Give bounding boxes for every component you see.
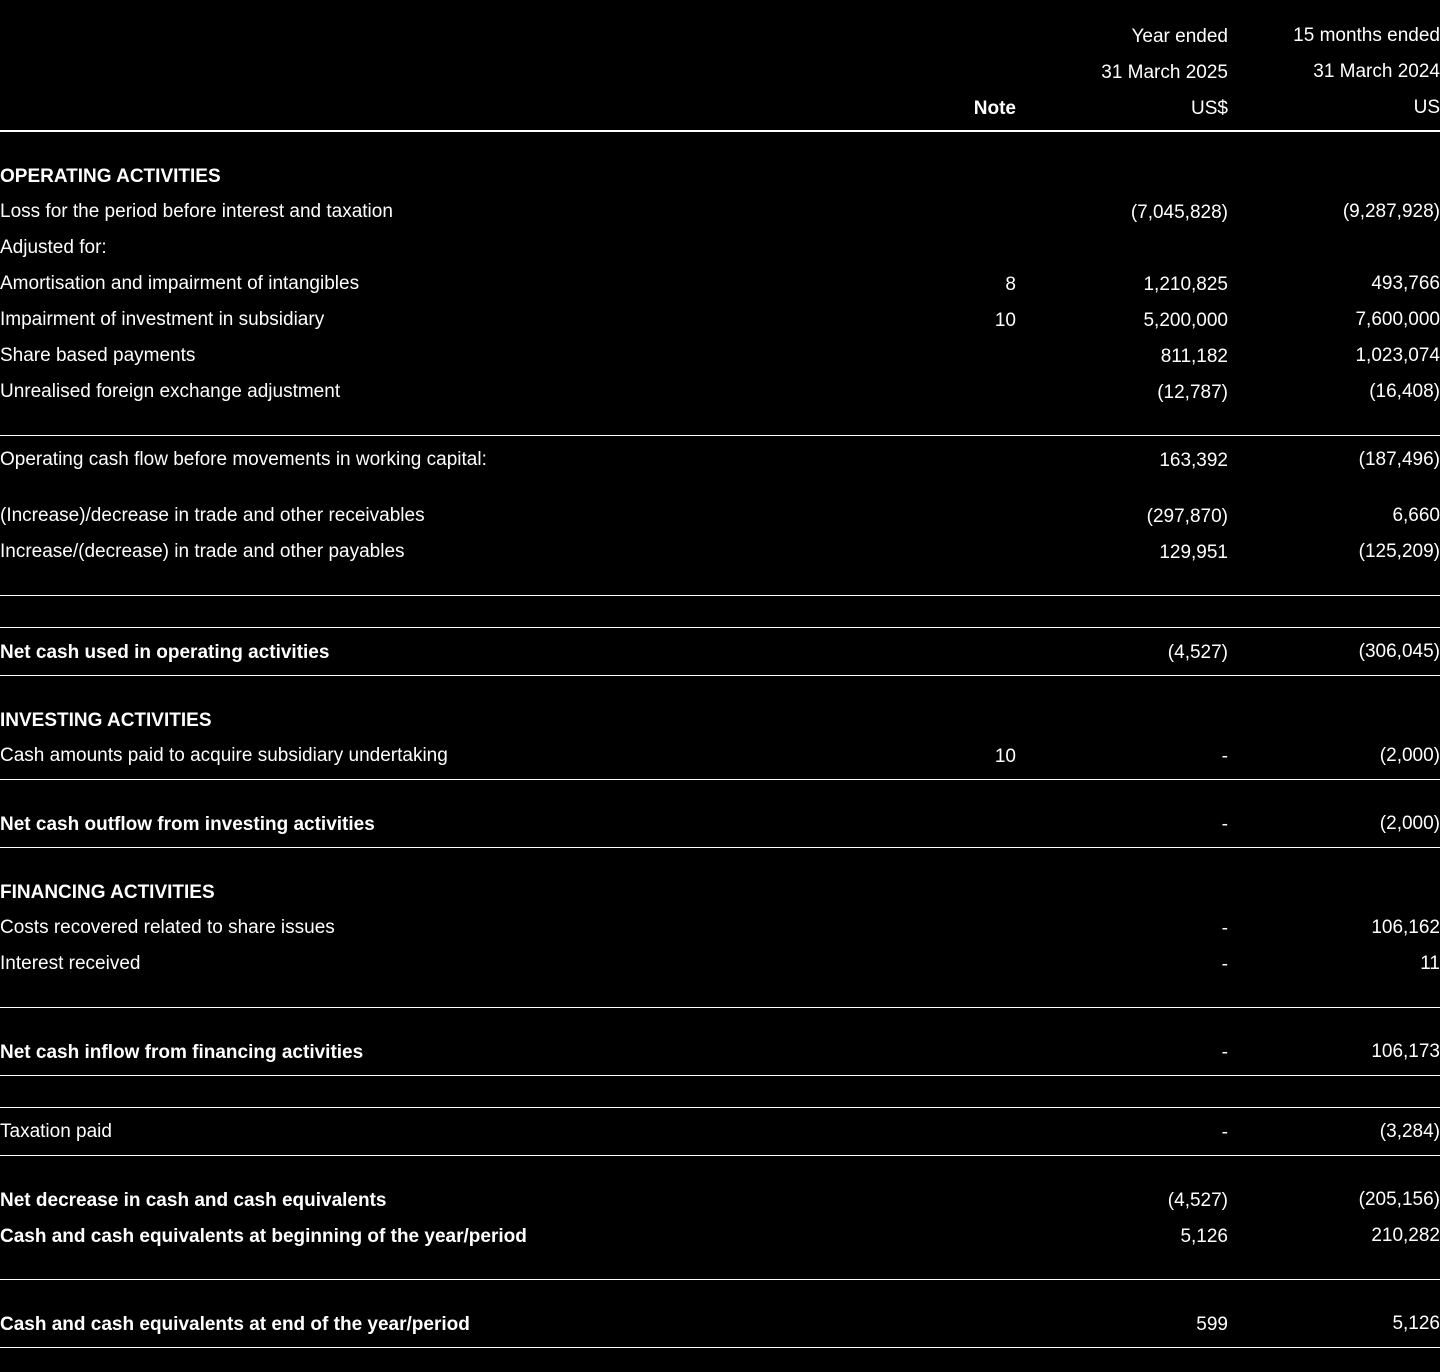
row-prior-value: 106,162 [1371,917,1440,938]
row-prior-value: (2,000) [1379,745,1440,766]
row-label: Share based payments [0,345,196,366]
prior-period-header-line1: 15 months ended [1293,25,1440,46]
current-period-header-line2: 31 March 2025 [1101,62,1228,83]
section-rule [0,675,1440,676]
row-current-value: 129,951 [1159,542,1228,563]
beginning-cash-current: 5,126 [1180,1226,1228,1247]
row-current-value: (12,787) [1157,382,1228,403]
subtotal-rule [0,435,1440,436]
row-prior-value: 7,600,000 [1355,309,1440,330]
beginning-cash-prior: 210,282 [1371,1225,1440,1246]
section-rule [0,1007,1440,1008]
prior-period-header-line2: 31 March 2024 [1313,61,1440,82]
section-rule [0,1279,1440,1280]
before-working-capital-current: 163,392 [1159,450,1228,471]
before-working-capital-prior: (187,496) [1358,449,1440,470]
row-label: Interest received [0,953,141,974]
net-investing-label: Net cash outflow from investing activities [0,814,375,835]
row-label: Impairment of investment in subsidiary [0,309,325,330]
section-rule [0,1155,1440,1156]
beginning-cash-label: Cash and cash equivalents at beginning of the year/period [0,1226,527,1247]
row-label: Cash amounts paid to acquire subsidiary undertaking [0,745,448,766]
row-label: Loss for the period before interest and taxation [0,201,393,222]
net-operating-prior: (306,045) [1358,641,1440,662]
row-current-value: (7,045,828) [1130,202,1228,223]
row-label: Unrealised foreign exchange adjustment [0,381,341,402]
final-rule [0,1347,1440,1348]
header-rule [0,130,1440,132]
row-label: Adjusted for: [0,237,107,258]
row-current-value: - [1221,954,1228,975]
row-current-value: 5,200,000 [1143,310,1228,331]
before-working-capital-label: Operating cash flow before movements in working capital: [0,449,487,470]
taxation-label: Taxation paid [0,1121,112,1142]
net-financing-prior: 106,173 [1371,1041,1440,1062]
net-financing-label: Net cash inflow from financing activities [0,1042,364,1063]
row-prior-value: (9,287,928) [1342,201,1440,222]
row-label: Increase/(decrease) in trade and other payables [0,541,405,562]
row-prior-value: 6,660 [1392,505,1440,526]
subtotal-rule [0,627,1440,628]
subtotal-rule [0,595,1440,596]
prior-currency-header: US [1413,97,1440,118]
taxation-current: - [1221,1122,1228,1143]
row-prior-value: 11 [1420,953,1440,974]
row-prior-value: (125,209) [1358,541,1440,562]
row-note: 10 [994,746,1016,767]
section-rule [0,1107,1440,1108]
current-period-header-line1: Year ended [1131,26,1228,47]
end-cash-label: Cash and cash equivalents at end of the year/period [0,1314,470,1335]
net-operating-label: Net cash used in operating activities [0,642,330,663]
operating-heading: OPERATING ACTIVITIES [0,166,221,187]
row-label: Amortisation and impairment of intangibles [0,273,360,294]
net-investing-current: - [1221,814,1228,835]
row-current-value: - [1221,746,1228,767]
row-note: 10 [994,310,1016,331]
note-column-header: Note [973,98,1016,119]
row-current-value: (297,870) [1146,506,1228,527]
row-prior-value: (16,408) [1369,381,1440,402]
row-label: Costs recovered related to share issues [0,917,335,938]
net-decrease-prior: (205,156) [1358,1189,1440,1210]
financing-heading: FINANCING ACTIVITIES [0,882,215,903]
net-decrease-label: Net decrease in cash and cash equivalents [0,1190,387,1211]
row-label: (Increase)/decrease in trade and other receivables [0,505,425,526]
section-rule [0,847,1440,848]
row-current-value: 811,182 [1160,346,1228,367]
end-cash-current: 599 [1196,1314,1228,1335]
current-currency-header: US$ [1191,98,1228,119]
row-note: 8 [1005,274,1016,295]
investing-heading: INVESTING ACTIVITIES [0,710,212,731]
net-operating-current: (4,527) [1167,642,1228,663]
section-rule [0,779,1440,780]
row-current-value: - [1221,918,1228,939]
end-cash-prior: 5,126 [1392,1313,1440,1334]
net-investing-prior: (2,000) [1379,813,1440,834]
taxation-prior: (3,284) [1379,1121,1440,1142]
net-decrease-current: (4,527) [1167,1190,1228,1211]
row-prior-value: 1,023,074 [1355,345,1440,366]
row-current-value: 1,210,825 [1143,274,1228,295]
row-prior-value: 493,766 [1371,273,1440,294]
net-financing-current: - [1221,1042,1228,1063]
section-rule [0,1075,1440,1076]
